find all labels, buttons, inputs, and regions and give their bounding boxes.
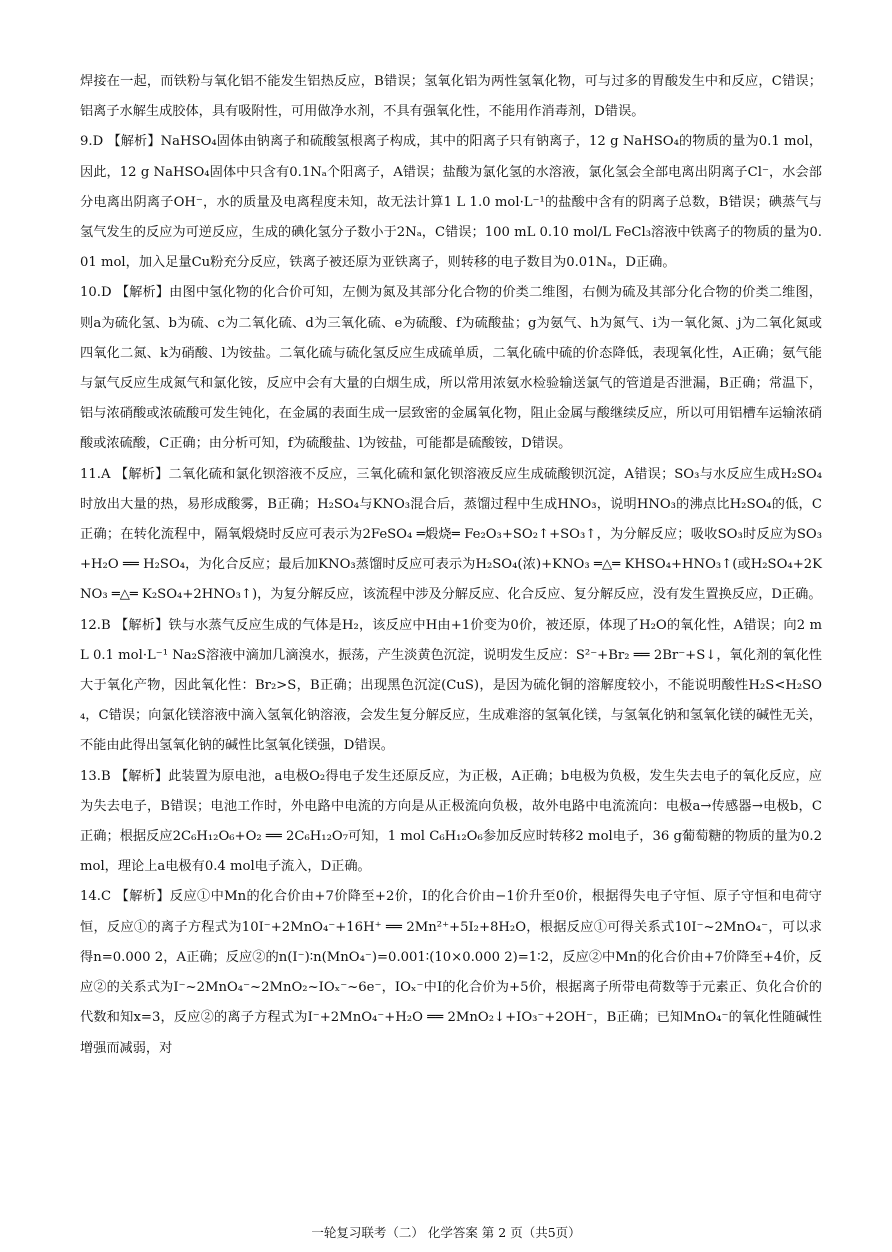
answer-11: 11.A 【解析】二氧化硫和氯化钡溶液不反应，三氧化硫和氯化钡溶液反应生成硫酸钡沉淀，A错误；SO₃与水反应生成H₂SO₄时放出大量的热，易形成酸雾，B正确；H₂SO₄与KNO₃混合后，蒸馏过程中生成HNO₃，说明HNO₃的沸点比H₂SO₄的低，C正确；在转化流程中，隔氧煅烧时反应可表示为2FeSO₄ ═煅烧═ Fe₂O₃+SO₂↑+SO₃↑，为分解反应；吸收SO₃时反应为SO₃+H₂O ══ H₂SO₄，为化合反应；最后加KNO₃蒸馏时反应可表示为H₂SO₄(浓)+KNO₃ ═△═ KHSO₄+HNO₃↑(或H₂SO₄+2KNO₃ ═△═ K₂SO₄+2HNO₃↑)，为复分解反应，该流程中涉及分解反应、化合反应、复分解反应，没有发生置换反应，D正确。 (80, 466, 822, 603)
answer-10: 10.D 【解析】由图中氢化物的化合价可知，左侧为氮及其部分化合物的价类二维图，右侧为硫及其部分化合物的价类二维图，则a为硫化氢、b为硫、c为二氧化硫、d为三氧化硫、e为硫酸、f为硫酸盐；g为氨气、h为氮气、i为一氧化氮、j为二氧化氮或四氧化二氮、k为硝酸、l为铵盐。二氧化硫与硫化氢反应生成硫单质，二氧化硫中硫的价态降低，表现氧化性，A正确；氨气能与氯气反应生成氮气和氯化铵，反应中会有大量的白烟生成，所以常用浓氨水检验输送氯气的管道是否泄漏，B正确；常温下，铝与浓硝酸或浓硫酸可发生钝化，在金属的表面生成一层致密的金属氧化物，阻止金属与酸继续反应，所以可用铝槽车运输浓硝酸或浓硫酸，C正确；由分析可知，f为硫酸盐、l为铵盐，可能都是硫酸铵，D错误。 (80, 285, 822, 452)
answer-14: 14.C 【解析】反应①中Mn的化合价由+7价降至+2价，I的化合价由−1价升至0价，根据得失电子守恒、原子守恒和电荷守恒，反应①的离子方程式为10I⁻+2MnO₄⁻+16H⁺ ══ 2Mn²⁺+5I₂+8H₂O，根据反应①可得关系式10I⁻~2MnO₄⁻，可以求得n=0.000 2，A正确；反应②的n(I⁻)∶n(MnO₄⁻)=0.001∶(10×0.000 2)=1∶2，反应②中Mn的化合价由+7价降至+4价，反应②的关系式为I⁻~2MnO₄⁻~2MnO₂~IOₓ⁻~6e⁻，IOₓ⁻中I的化合价为+5价，根据离子所带电荷数等于元素正、负化合价的代数和知x=3，反应②的离子方程式为I⁻+2MnO₄⁻+H₂O ══ 2MnO₂↓+IO₃⁻+2OH⁻，B正确；已知MnO₄⁻的氧化性随碱性增强而减弱，对 (80, 889, 822, 1056)
answer-body (80, 67, 822, 1064)
paragraph-continued: 焊接在一起，而铁粉与氧化铝不能发生铝热反应，B错误；氢氧化铝为两性氢氧化物，可与过多的胃酸发生中和反应，C错误；铝离子水解生成胶体，具有吸附性，可用做净水剂，不具有强氧化性，不能用作消毒剂，D错误。 (80, 74, 822, 120)
answer-12: 12.B 【解析】铁与水蒸气反应生成的气体是H₂，该反应中H由+1价变为0价，被还原，体现了H₂O的氧化性，A错误；向2 mL 0.1 mol·L⁻¹ Na₂S溶液中滴加几滴溴水，振荡，产生淡黄色沉淀，说明发生反应：S²⁻+Br₂ ══ 2Br⁻+S↓，氧化剂的氧化性大于氧化产物，因此氧化性：Br₂>S，B正确；出现黑色沉淀(CuS)，是因为硫化铜的溶解度较小，不能说明酸性H₂S<H₂SO₄，C错误；向氯化镁溶液中滴入氢氧化钠溶液，会发生复分解反应，生成难溶的氢氧化镁，与氢氧化钠和氢氧化镁的碱性无关，不能由此得出氢氧化钠的碱性比氢氧化镁强，D错误。 (80, 617, 822, 754)
answer-9: 9.D 【解析】NaHSO₄固体由钠离子和硫酸氢根离子构成，其中的阳离子只有钠离子，12 g NaHSO₄的物质的量为0.1 mol，因此，12 g NaHSO₄固体中只含有0.1Nₐ个阳离子，A错误；盐酸为氯化氢的水溶液，氯化氢会全部电离出阴离子Cl⁻，水会部分电离出阴离子OH⁻，水的质量及电离程度未知，故无法计算1 L 1.0 mol·L⁻¹的盐酸中含有的阴离子总数，B错误；碘蒸气与氢气发生的反应为可逆反应，生成的碘化氢分子数小于2Nₐ，C错误；100 mL 0.10 mol/L FeCl₃溶液中铁离子的物质的量为0.01 mol，加入足量Cu粉充分反应，铁离子被还原为亚铁离子，则转移的电子数目为0.01Nₐ，D正确。 (80, 134, 822, 271)
page-footer: 一轮复习联考（二） 化学答案 第 2 页（共5页） (311, 1225, 581, 1240)
answer-13: 13.B 【解析】此装置为原电池，a电极O₂得电子发生还原反应，为正极，A正确；b电极为负极，发生失去电子的氧化反应，应为失去电子，B错误；电池工作时，外电路中电流的方向是从正极流向负极，故外电路中电流流向：电极a→传感器→电极b，C正确；根据反应2C₆H₁₂O₆+O₂ ══ 2C₆H₁₂O₇可知，1 mol C₆H₁₂O₆参加反应时转移2 mol电子，36 g葡萄糖的物质的量为0.2 mol，理论上a电极有0.4 mol电子流入，D正确。 (80, 768, 822, 875)
